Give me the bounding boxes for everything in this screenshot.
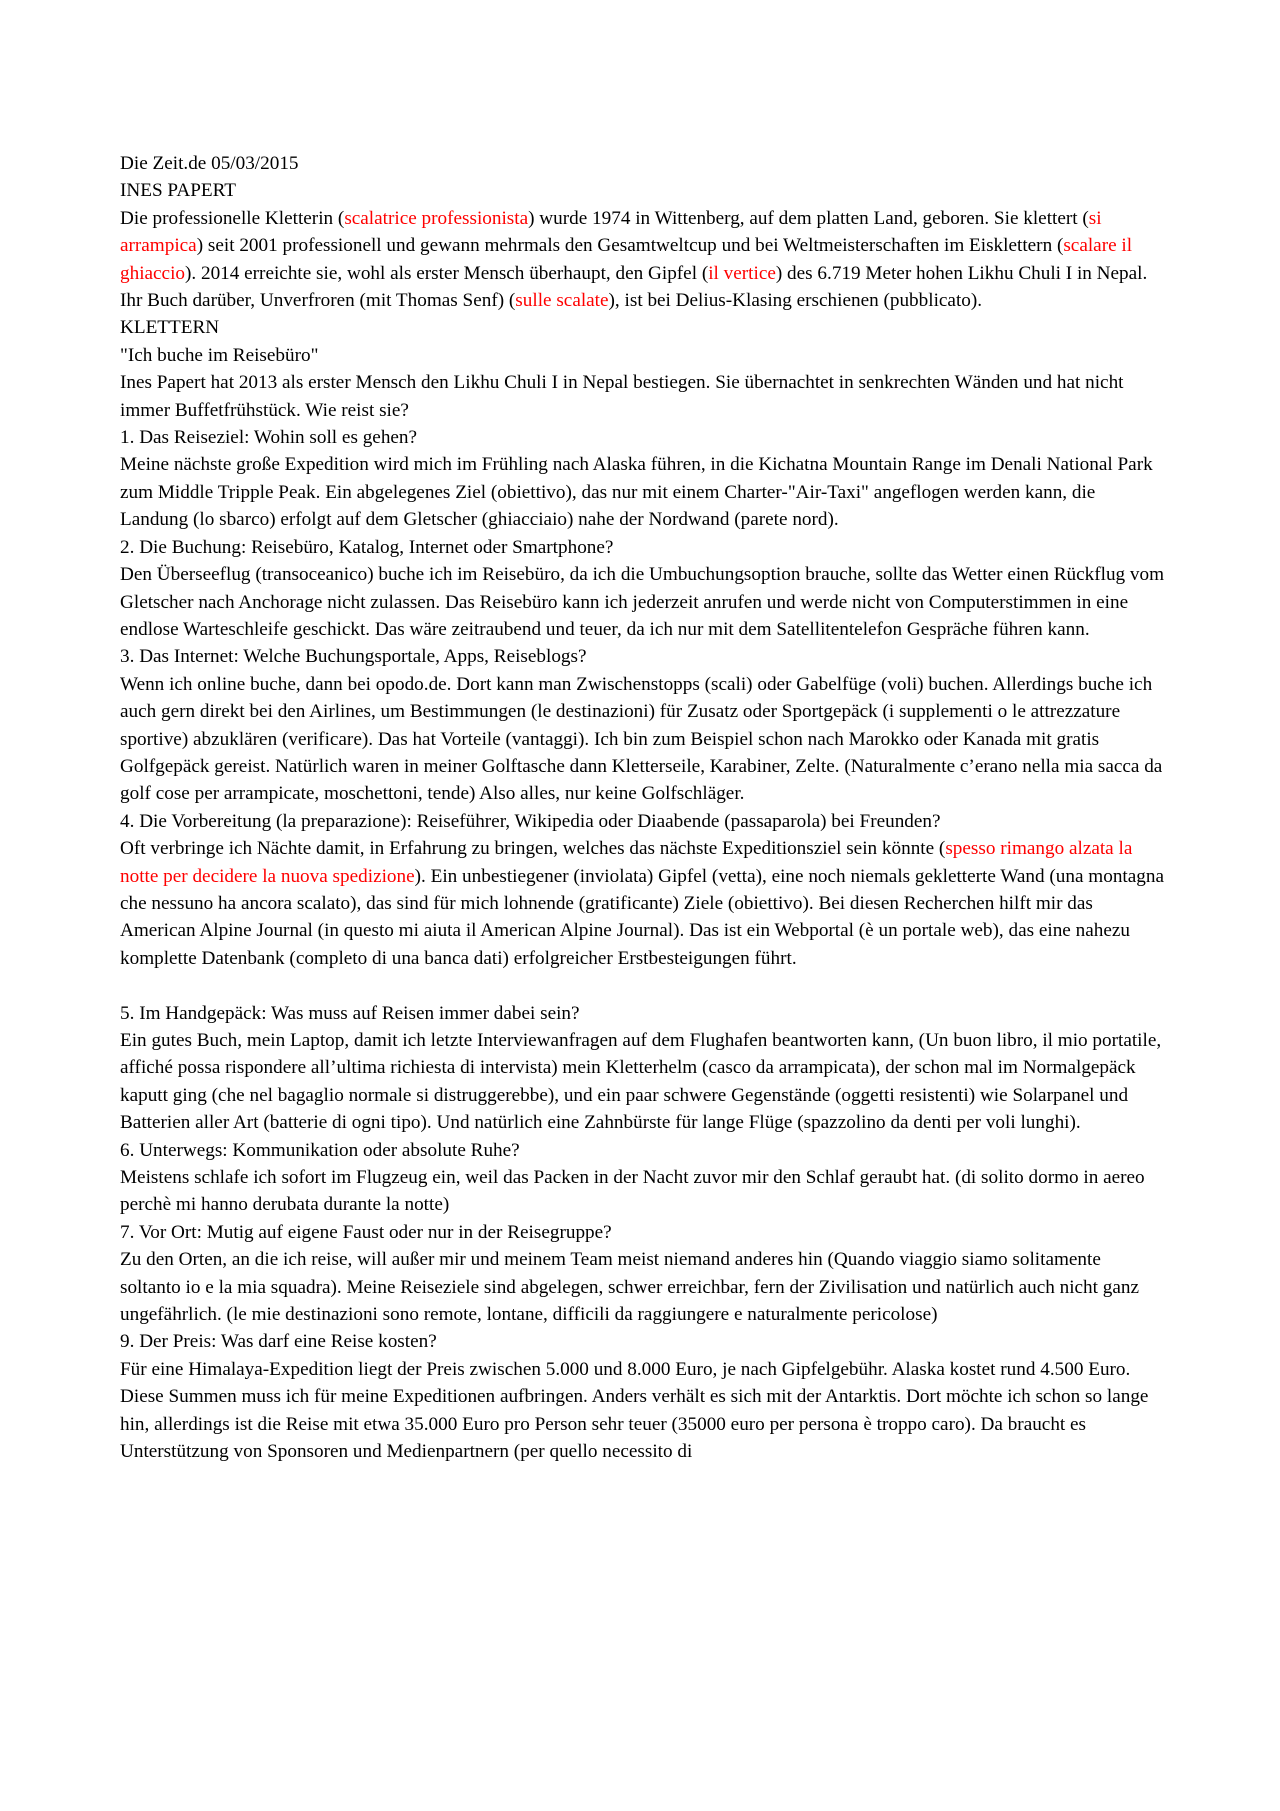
text-segment: Meine nächste große Expedition wird mich im Frühling nach Alaska führen, in die Kichatna Mountain Range im Denali National Park zum Middle Tripple Peak. Ein abgelegenes Ziel (obiettivo), das nur mit einem Charter-"Air-Taxi" angeflogen werden kann, die Landung (lo sbarco) erfolgt auf dem Gletscher (ghiacciaio) nahe der Nordwand (parete nord). xyxy=(120,454,1158,531)
italian-translation: scalatrice professionista xyxy=(344,207,529,229)
text-segment: ), ist bei Delius-Klasing erschienen (pubblicato). xyxy=(608,290,983,312)
text-line xyxy=(120,150,1166,177)
text-line xyxy=(120,561,1169,643)
text-segment: Ines Papert hat 2013 als erster Mensch den Likhu Chuli I in Nepal bestiegen. Sie übernachtet in senkrechten Wänden und hat nicht immer Buffetfrühstück. Wie reist sie? xyxy=(120,372,1129,421)
text-line xyxy=(120,1027,1166,1137)
text-segment: Die Zeit.de 05/03/2015 xyxy=(120,153,299,174)
text-segment: Zu den Orten, an die ich reise, will außer mir und meinem Team meist niemand anderes hin (Quando viaggio siamo solitamente soltanto io e la mia squadra). Meine Reiseziele sind abgelegen, schwer erreichbar, fern der Zivilisation und natürlich auch nicht ganz ungefährlich. (le mie destinazioni sono remote, lontane, difficili da raggiungere e naturalmente pericolose) xyxy=(120,1249,1144,1326)
text-segment: 1. Das Reiseziel: Wohin soll es gehen? xyxy=(120,427,418,449)
text-segment: 6. Unterwegs: Kommunikation oder absolute Ruhe? xyxy=(120,1139,520,1161)
text-segment: ) des 6.719 Meter hohen Likhu Chuli I in Nepal. Ihr Buch darüber, Unverfroren (mit Thomas Senf) ( xyxy=(120,262,1153,312)
text-segment: 4. Die Vorbereitung (la preparazione): Reiseführer, Wikipedia oder Diaabende (passaparola) bei Freunden? xyxy=(120,810,941,832)
text-line xyxy=(120,671,1166,808)
text-segment: INES PAPERT xyxy=(120,180,236,202)
text-line xyxy=(120,808,1166,835)
text-segment: ) seit 2001 professionell und gewann mehrmals den Gesamtweltcup und bei Weltmeisterschaften im Eisklettern ( xyxy=(196,235,1064,257)
text-segment: Meistens schlafe ich sofort im Flugzeug ein, weil das Packen in der Nacht zuvor mir den Schlaf geraubt hat. (di solito dormo in aereo perchè mi hanno derubata durante la notte) xyxy=(120,1167,1150,1216)
text-segment: 2. Die Buchung: Reisebüro, Katalog, Internet oder Smartphone? xyxy=(120,536,614,558)
text-segment: ) wurde 1974 in Wittenberg, auf dem platten Land, geboren. Sie klettert ( xyxy=(528,207,1089,229)
italian-translation: scalare il ghiaccio xyxy=(120,235,1137,284)
text-segment: 7. Vor Ort: Mutig auf eigene Faust oder nur in der Reisegruppe? xyxy=(120,1221,612,1243)
text-segment: 9. Der Preis: Was darf eine Reise kosten? xyxy=(120,1331,437,1353)
text-segment: ). Ein unbestiegener (inviolata) Gipfel (vetta), eine noch niemals gekletterte Wand (una montagna che nessuno ha ancora scalato), das sind für mich lohnende (gratificante) Ziele (obiettivo). Bei diesen Recherchen hilft mir das American Alpine Journal (in questo mi aiuta il American Alpine Journal). Das ist ein Webportal (è un portale web), das eine nahezu komplette Datenbank (completo di una banca dati) erfolgreicher Erstbesteigungen führt. xyxy=(120,865,1169,969)
text-segment: Für eine Himalaya-Expedition liegt der Preis zwischen 5.000 und 8.000 Euro, je nach Gipfelgebühr. Alaska kostet rund 4.500 Euro. Diese Summen muss ich für meine Expeditionen aufbringen. Anders verhält es sich mit der Antarktis. Dort möchte ich schon so lange hin, allerdings ist die Reise mit etwa 35.000 Euro pro Person sehr teuer (35000 euro per persona è troppo caro). Da braucht es Unterstützung von Sponsoren und Medienpartnern (per quello necessito di xyxy=(120,1358,1154,1463)
text-line xyxy=(120,1219,1166,1246)
text-segment: KLETTERN xyxy=(120,317,220,339)
text-line xyxy=(120,1356,1166,1466)
text-segment: Die professionelle Kletterin ( xyxy=(120,207,345,229)
text-segment: 3. Das Internet: Welche Buchungsportale, Apps, Reiseblogs? xyxy=(120,646,587,668)
italian-translation: il vertice xyxy=(708,262,776,284)
text-segment: Ein gutes Buch, mein Laptop, damit ich letzte Interviewanfragen auf dem Flughafen beantworten kann, (Un buon libro, il mio portatile, affiché possa rispondere all’ultima richiesta di intervista) mein Kletterhelm (casco da arrampicata), der schon mal im Normalgepäck kaputt ging (che nel bagaglio normale si distruggerebbe), und ein paar schwere Gegenstände (oggetti resistenti) wie Solarpanel und Batterien aller Art (batterie di ogni tipo). Und natürlich eine Zahnbürste für lange Flüge (spazzolino da denti per voli lunghi). xyxy=(120,1029,1166,1134)
text-line xyxy=(120,314,1166,341)
text-segment: Wenn ich online buche, dann bei opodo.de. Dort kann man Zwischenstopps (scali) oder Gabelfüge (voli) buchen. Allerdings buche ich auch gern direkt bei den Airlines, um Bestimmungen (le destinazioni) für Zusatz oder Sportgepäck (i supplementi o le attrezzature sportive) abzuklären (verificare). Das hat Vorteile (vantaggi). Ich bin zum Beispiel schon nach Marokko oder Kanada mit gratis Golfgepäck gereist. Natürlich waren in meiner Golftasche dann Kletterseile, Karabiner, Zelte. (Naturalmente c’erano nella mia sacca da golf cose per arrampicate, moschettoni, tende) Also alles, nur keine Golfschläger. xyxy=(120,673,1168,805)
text-line xyxy=(120,534,1166,561)
text-segment: 5. Im Handgepäck: Was muss auf Reisen immer dabei sein? xyxy=(120,1002,580,1024)
text-segment: ). 2014 erreichte sie, wohl als erster Mensch überhaupt, den Gipfel ( xyxy=(185,262,709,284)
text-line xyxy=(120,1137,1166,1164)
italian-translation: si arrampica xyxy=(120,207,1107,257)
blank-line xyxy=(120,972,1166,999)
text-segment: "Ich buche im Reisebüro" xyxy=(120,344,319,366)
text-line xyxy=(120,1000,1166,1027)
italian-translation: sulle scalate xyxy=(515,290,609,312)
document-page xyxy=(120,150,1169,1465)
text-line xyxy=(120,1164,1166,1219)
text-line xyxy=(120,177,1166,204)
text-line xyxy=(120,205,1166,315)
text-segment: Oft verbringe ich Nächte damit, in Erfahrung zu bringen, welches das nächste Expeditionsziel sein könnte ( xyxy=(120,838,946,860)
text-line xyxy=(120,643,1166,670)
text-line xyxy=(120,369,1166,424)
text-line xyxy=(120,424,1166,451)
text-line xyxy=(120,1246,1166,1328)
text-line xyxy=(120,835,1169,972)
text-segment: Den Überseeflug (transoceanico) buche ich im Reisebüro, da ich die Umbuchungsoption brauche, sollte das Wetter einen Rückflug vom Gletscher nach Anchorage nicht zulassen. Das Reisebüro kann ich jederzeit anrufen und werde nicht von Computerstimmen in eine endlose Warteschleife geschickt. Das wäre zeitraubend und teuer, da ich nur mit dem Satellitentelefon Gespräche führen kann. xyxy=(120,564,1169,640)
text-line xyxy=(120,342,1166,369)
italian-translation: spesso rimango alzata la notte per decidere la nuova spedizione xyxy=(120,838,1138,887)
text-line xyxy=(120,451,1166,533)
text-line xyxy=(120,1328,1166,1355)
